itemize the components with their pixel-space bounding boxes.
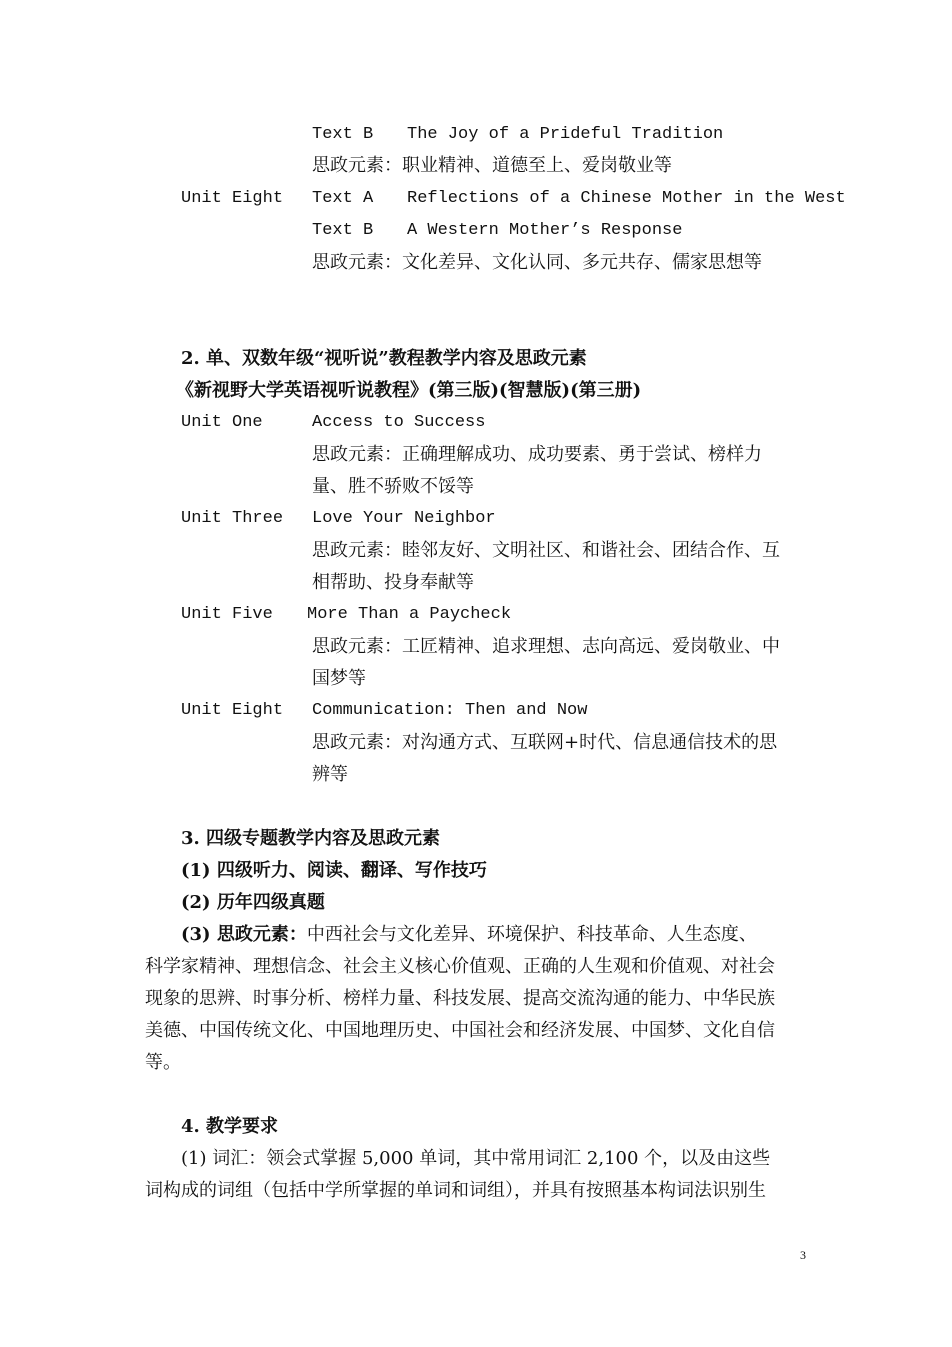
paragraph-line: 词构成的词组（包括中学所掌握的单词和词组），并具有按照基本构词法识别生 bbox=[145, 1180, 766, 1201]
unit-label: Unit One bbox=[181, 413, 263, 432]
section-heading: 4. 教学要求 bbox=[181, 1116, 279, 1137]
text-b-label: Text B bbox=[312, 125, 374, 144]
text-b-title: The Joy of a Prideful Tradition bbox=[407, 125, 724, 144]
unit-label: Unit Three bbox=[181, 509, 284, 528]
page-number: 3 bbox=[800, 1248, 806, 1262]
sizheng-elements: 思政元素：正确理解成功、成功要素、勇于尝试、榜样力 bbox=[312, 444, 762, 465]
section-heading: 3. 四级专题教学内容及思政元素 bbox=[181, 828, 441, 849]
text-a-label: Text A bbox=[312, 189, 374, 208]
text-b-title: A Western Mother’s Response bbox=[407, 221, 683, 240]
unit-title: More Than a Paycheck bbox=[307, 605, 512, 624]
sizheng-elements-cont: 相帮助、投身奉献等 bbox=[312, 572, 474, 593]
unit-label: Unit Five bbox=[181, 605, 273, 624]
list-item-label: (3) 思政元素： bbox=[181, 924, 307, 945]
paragraph-line: 现象的思辨、时事分析、榜样力量、科技发展、提高交流沟通的能力、中华民族 bbox=[145, 988, 775, 1009]
sizheng-elements: 思政元素：文化差异、文化认同、多元共存、儒家思想等 bbox=[312, 252, 762, 273]
sizheng-elements: 思政元素：职业精神、道德至上、爱岗敬业等 bbox=[312, 155, 672, 176]
text-a-title: Reflections of a Chinese Mother in the West bbox=[407, 189, 846, 208]
sizheng-elements-cont: 国梦等 bbox=[312, 668, 366, 689]
unit-title: Communication: Then and Now bbox=[312, 701, 588, 720]
sizheng-elements-cont: 辨等 bbox=[312, 764, 348, 785]
list-item-text: 中西社会与文化差异、环境保护、科技革命、人生态度、 bbox=[306, 924, 757, 945]
unit-label: Unit Eight bbox=[181, 189, 284, 208]
paragraph-line: (1) 词汇：领会式掌握 5,000 单词，其中常用词汇 2,100 个，以及由这些 bbox=[181, 1148, 771, 1169]
sizheng-elements: 思政元素：睦邻友好、文明社区、和谐社会、团结合作、互 bbox=[312, 540, 780, 561]
unit-title: Access to Success bbox=[312, 413, 486, 432]
sizheng-elements-cont: 量、胜不骄败不馁等 bbox=[312, 476, 474, 497]
section-heading: 2. 单、双数年级“视听说”教程教学内容及思政元素 bbox=[181, 348, 587, 369]
book-title: 《新视野大学英语视听说教程》(第三版)(智慧版)(第三册) bbox=[176, 380, 642, 401]
unit-label: Unit Eight bbox=[181, 701, 284, 720]
paragraph-line: 美德、中国传统文化、中国地理历史、中国社会和经济发展、中国梦、文化自信 bbox=[145, 1020, 775, 1041]
sizheng-elements: 思政元素：工匠精神、追求理想、志向高远、爱岗敬业、中 bbox=[312, 636, 780, 657]
list-item bbox=[181, 924, 757, 946]
list-item: (1) 四级听力、阅读、翻译、写作技巧 bbox=[181, 860, 487, 881]
paragraph-line: 科学家精神、理想信念、社会主义核心价值观、正确的人生观和价值观、对社会 bbox=[145, 956, 775, 977]
paragraph-line: 等。 bbox=[145, 1052, 181, 1073]
unit-title: Love Your Neighbor bbox=[312, 509, 496, 528]
list-item: (2) 历年四级真题 bbox=[181, 892, 325, 913]
sizheng-elements: 思政元素：对沟通方式、互联网+时代、信息通信技术的思 bbox=[312, 732, 778, 753]
text-b-label: Text B bbox=[312, 221, 374, 240]
